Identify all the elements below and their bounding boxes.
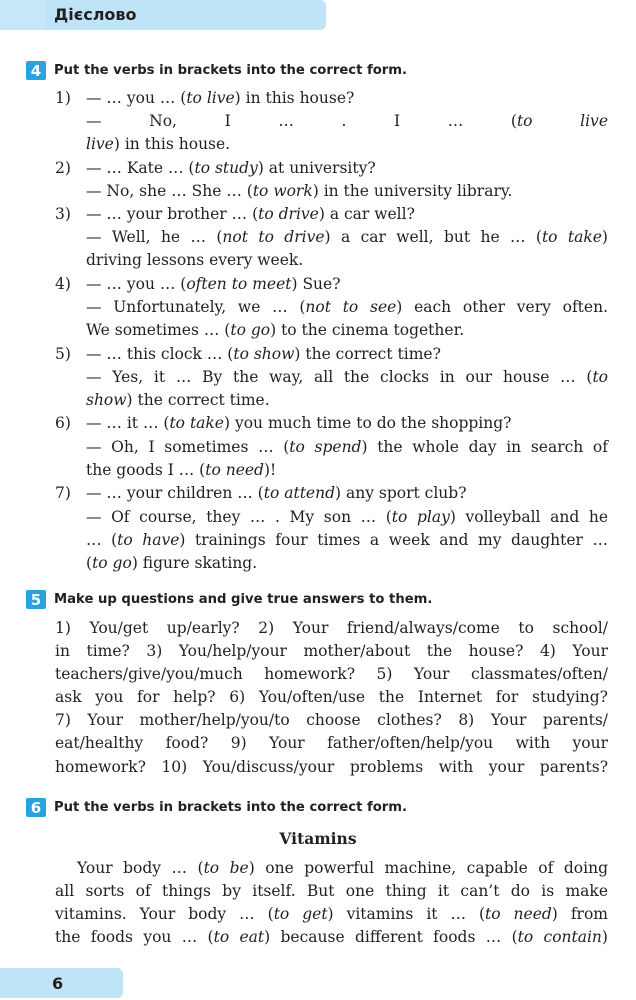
exercise-line: homework? 10) You/discuss/your problems with your parents? <box>55 758 608 776</box>
exercise-line: — Unfortunately, we … (not to see) each other very often. <box>86 298 608 316</box>
item-number: 3) <box>55 205 71 223</box>
exercise-line: — Of course, they … . My son … (to play) volleyball and he <box>86 508 608 526</box>
exercise-line: in time? 3) You/help/your mother/about the house? 4) Your <box>55 642 608 660</box>
exercise-line: teachers/give/you/much homework? 5) Your classmates/often/ <box>55 665 608 683</box>
section-header-tab <box>0 0 326 30</box>
exercise-line: We sometimes … (to go) to the cinema together. <box>86 321 465 339</box>
text-line: the foods you … (to eat) because different foods … (to contain) <box>55 928 608 946</box>
exercise-line: — Well, he … (not to drive) a car well, but he … (to take) <box>86 228 608 246</box>
item-number: 5) <box>55 345 71 363</box>
exercise-line: 7) Your mother/help/you/to choose clothes? 8) Your parents/ <box>55 711 608 729</box>
exercise-line: — Oh, I sometimes … (to spend) the whole day in search of <box>86 438 608 456</box>
exercise-line: — Yes, it … By the way, all the clocks in our house … (to <box>86 368 608 386</box>
exercise-line: eat/healthy food? 9) Your father/often/help/you with your <box>55 734 608 752</box>
exercise-line: (to go) figure skating. <box>86 554 258 572</box>
exercise-line: — … you … (to live) in this house? <box>86 89 355 107</box>
task-instruction: Make up questions and give true answers to them. <box>54 592 433 607</box>
item-number: 7) <box>55 484 71 502</box>
text-line: all sorts of things by itself. But one thing it can’t do is make <box>55 882 608 900</box>
text-line: Your body … (to be) one powerful machine, capable of doing <box>77 859 608 877</box>
section-title: Дієслово <box>54 5 137 24</box>
task-instruction: Put the verbs in brackets into the correct form. <box>54 800 408 815</box>
task-number-badge: 5 <box>26 590 46 609</box>
header-stripe <box>0 0 46 30</box>
task-4-heading <box>26 61 407 80</box>
task-5-heading <box>26 590 432 609</box>
item-number: 6) <box>55 414 71 432</box>
exercise-line: the goods I … (to need)! <box>86 461 277 479</box>
exercise-line: ask you for help? 6) You/often/use the Internet for studying? <box>55 688 608 706</box>
exercise-line: — … this clock … (to show) the correct time? <box>86 345 441 363</box>
text-title: Vitamins <box>279 829 357 848</box>
exercise-line: — No, she … She … (to work) in the university library. <box>86 182 513 200</box>
exercise-line: … (to have) trainings four times a week and my daughter … <box>86 531 608 549</box>
exercise-line: live) in this house. <box>86 135 231 153</box>
task-6-heading <box>26 798 407 817</box>
exercise-line: driving lessons every week. <box>86 251 304 269</box>
exercise-line: 1) You/get up/early? 2) Your friend/always/come to school/ <box>55 619 608 637</box>
item-number: 1) <box>55 89 71 107</box>
exercise-line: show) the correct time. <box>86 391 270 409</box>
text-line: vitamins. Your body … (to get) vitamins it … (to need) from <box>55 905 608 923</box>
task-number-badge: 6 <box>26 798 46 817</box>
exercise-line: — No, I … . I … (to live <box>86 112 608 130</box>
exercise-line: — … it … (to take) you much time to do the shopping? <box>86 414 512 432</box>
task-number-badge: 4 <box>26 61 46 80</box>
exercise-line: — … your brother … (to drive) a car well? <box>86 205 415 223</box>
exercise-line: — … you … (often to meet) Sue? <box>86 275 341 293</box>
exercise-line: — … Kate … (to study) at university? <box>86 159 376 177</box>
task-instruction: Put the verbs in brackets into the correct form. <box>54 63 408 78</box>
page-number: 6 <box>52 974 64 993</box>
exercise-line: — … your children … (to attend) any sport club? <box>86 484 467 502</box>
item-number: 4) <box>55 275 71 293</box>
item-number: 2) <box>55 159 71 177</box>
